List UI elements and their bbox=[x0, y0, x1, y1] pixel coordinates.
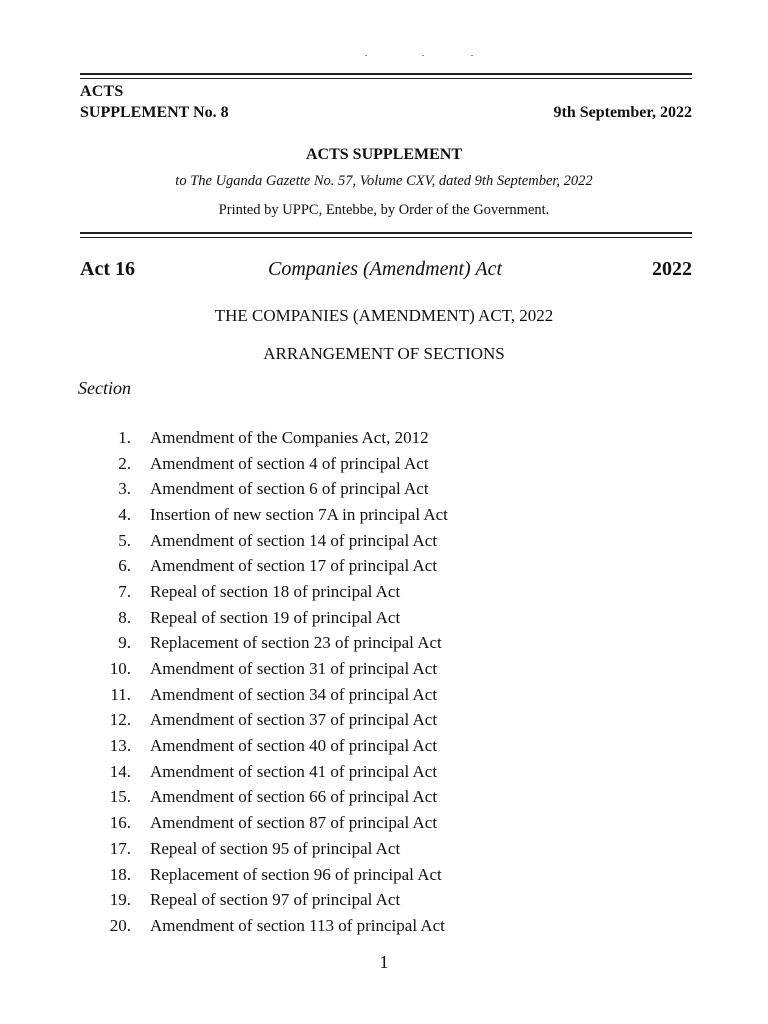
section-title: Replacement of section 23 of principal Act bbox=[150, 633, 442, 653]
section-number: 5. bbox=[118, 530, 131, 550]
section-number: 2. bbox=[118, 453, 131, 473]
section-title: Amendment of section 31 of principal Act bbox=[150, 659, 438, 679]
supplement-number: SUPPLEMENT No. 8 bbox=[80, 104, 229, 121]
masthead-title: ACTS SUPPLEMENT bbox=[305, 146, 463, 163]
section-number: 4. bbox=[118, 504, 131, 524]
section-column-label: Section bbox=[78, 378, 131, 398]
sections-list bbox=[80, 425, 692, 939]
section-number: 7. bbox=[118, 581, 131, 601]
section-title: Amendment of section 6 of principal Act bbox=[150, 479, 429, 499]
list-item bbox=[80, 708, 692, 734]
list-item bbox=[80, 887, 692, 913]
masthead-double-rule bbox=[80, 232, 692, 238]
section-number: 13. bbox=[109, 736, 131, 756]
page-number: 1 bbox=[379, 952, 389, 972]
list-item bbox=[80, 836, 692, 862]
section-title: Repeal of section 18 of principal Act bbox=[150, 581, 401, 601]
header-double-rule bbox=[80, 73, 692, 79]
list-item bbox=[80, 862, 692, 888]
acts-label: ACTS bbox=[80, 83, 124, 100]
section-number: 9. bbox=[118, 633, 131, 653]
section-title: Amendment of section 37 of principal Act bbox=[150, 710, 438, 730]
list-item bbox=[80, 631, 692, 657]
list-item bbox=[80, 759, 692, 785]
list-item bbox=[80, 656, 692, 682]
printer-notice: Printed by UPPC, Entebbe, by Order of the Government. bbox=[218, 202, 550, 218]
section-title: Amendment of section 17 of principal Act bbox=[150, 556, 438, 576]
section-title: Repeal of section 97 of principal Act bbox=[150, 890, 401, 910]
section-number: 16. bbox=[109, 813, 131, 833]
section-title: Amendment of section 41 of principal Act bbox=[150, 761, 438, 781]
gazette-reference: to The Uganda Gazette No. 57, Volume CXV, dated 9th September, 2022 bbox=[175, 173, 593, 189]
section-title: Insertion of new section 7A in principal Act bbox=[150, 504, 448, 524]
section-number: 19. bbox=[109, 890, 131, 910]
list-item bbox=[80, 553, 692, 579]
list-item bbox=[80, 451, 692, 477]
act-number: Act 16 bbox=[80, 258, 135, 280]
list-item bbox=[80, 785, 692, 811]
scan-specks bbox=[365, 52, 485, 58]
list-item bbox=[80, 502, 692, 528]
section-number: 1. bbox=[118, 427, 131, 447]
act-year: 2022 bbox=[652, 258, 692, 280]
section-title: Amendment of section 14 of principal Act bbox=[150, 530, 438, 550]
section-title: Amendment of the Companies Act, 2012 bbox=[150, 427, 429, 447]
section-number: 6. bbox=[118, 556, 131, 576]
section-number: 14. bbox=[109, 761, 131, 781]
act-short-title: Companies (Amendment) Act bbox=[267, 258, 503, 280]
list-item bbox=[80, 476, 692, 502]
section-title: Repeal of section 95 of principal Act bbox=[150, 838, 401, 858]
supplement-date: 9th September, 2022 bbox=[553, 104, 692, 121]
section-title: Repeal of section 19 of principal Act bbox=[150, 607, 401, 627]
list-item bbox=[80, 425, 692, 451]
list-item bbox=[80, 605, 692, 631]
list-item bbox=[80, 733, 692, 759]
section-title: Replacement of section 96 of principal Act bbox=[150, 864, 442, 884]
section-number: 17. bbox=[109, 838, 131, 858]
list-item bbox=[80, 682, 692, 708]
section-number: 10. bbox=[109, 659, 131, 679]
list-item bbox=[80, 810, 692, 836]
act-full-title: THE COMPANIES (AMENDMENT) ACT, 2022 bbox=[214, 306, 554, 325]
section-number: 12. bbox=[109, 710, 131, 730]
section-title: Amendment of section 34 of principal Act bbox=[150, 684, 438, 704]
section-title: Amendment of section 4 of principal Act bbox=[150, 453, 429, 473]
section-title: Amendment of section 87 of principal Act bbox=[150, 813, 438, 833]
section-title: Amendment of section 113 of principal Act bbox=[150, 915, 445, 935]
section-number: 8. bbox=[118, 607, 131, 627]
section-title: Amendment of section 66 of principal Act bbox=[150, 787, 438, 807]
arrangement-heading: ARRANGEMENT OF SECTIONS bbox=[263, 344, 505, 363]
list-item bbox=[80, 913, 692, 939]
section-number: 11. bbox=[110, 684, 131, 704]
list-item bbox=[80, 528, 692, 554]
section-number: 18. bbox=[109, 864, 131, 884]
section-title: Amendment of section 40 of principal Act bbox=[150, 736, 438, 756]
section-number: 20. bbox=[109, 915, 131, 935]
section-number: 3. bbox=[118, 479, 131, 499]
list-item bbox=[80, 579, 692, 605]
section-number: 15. bbox=[109, 787, 131, 807]
